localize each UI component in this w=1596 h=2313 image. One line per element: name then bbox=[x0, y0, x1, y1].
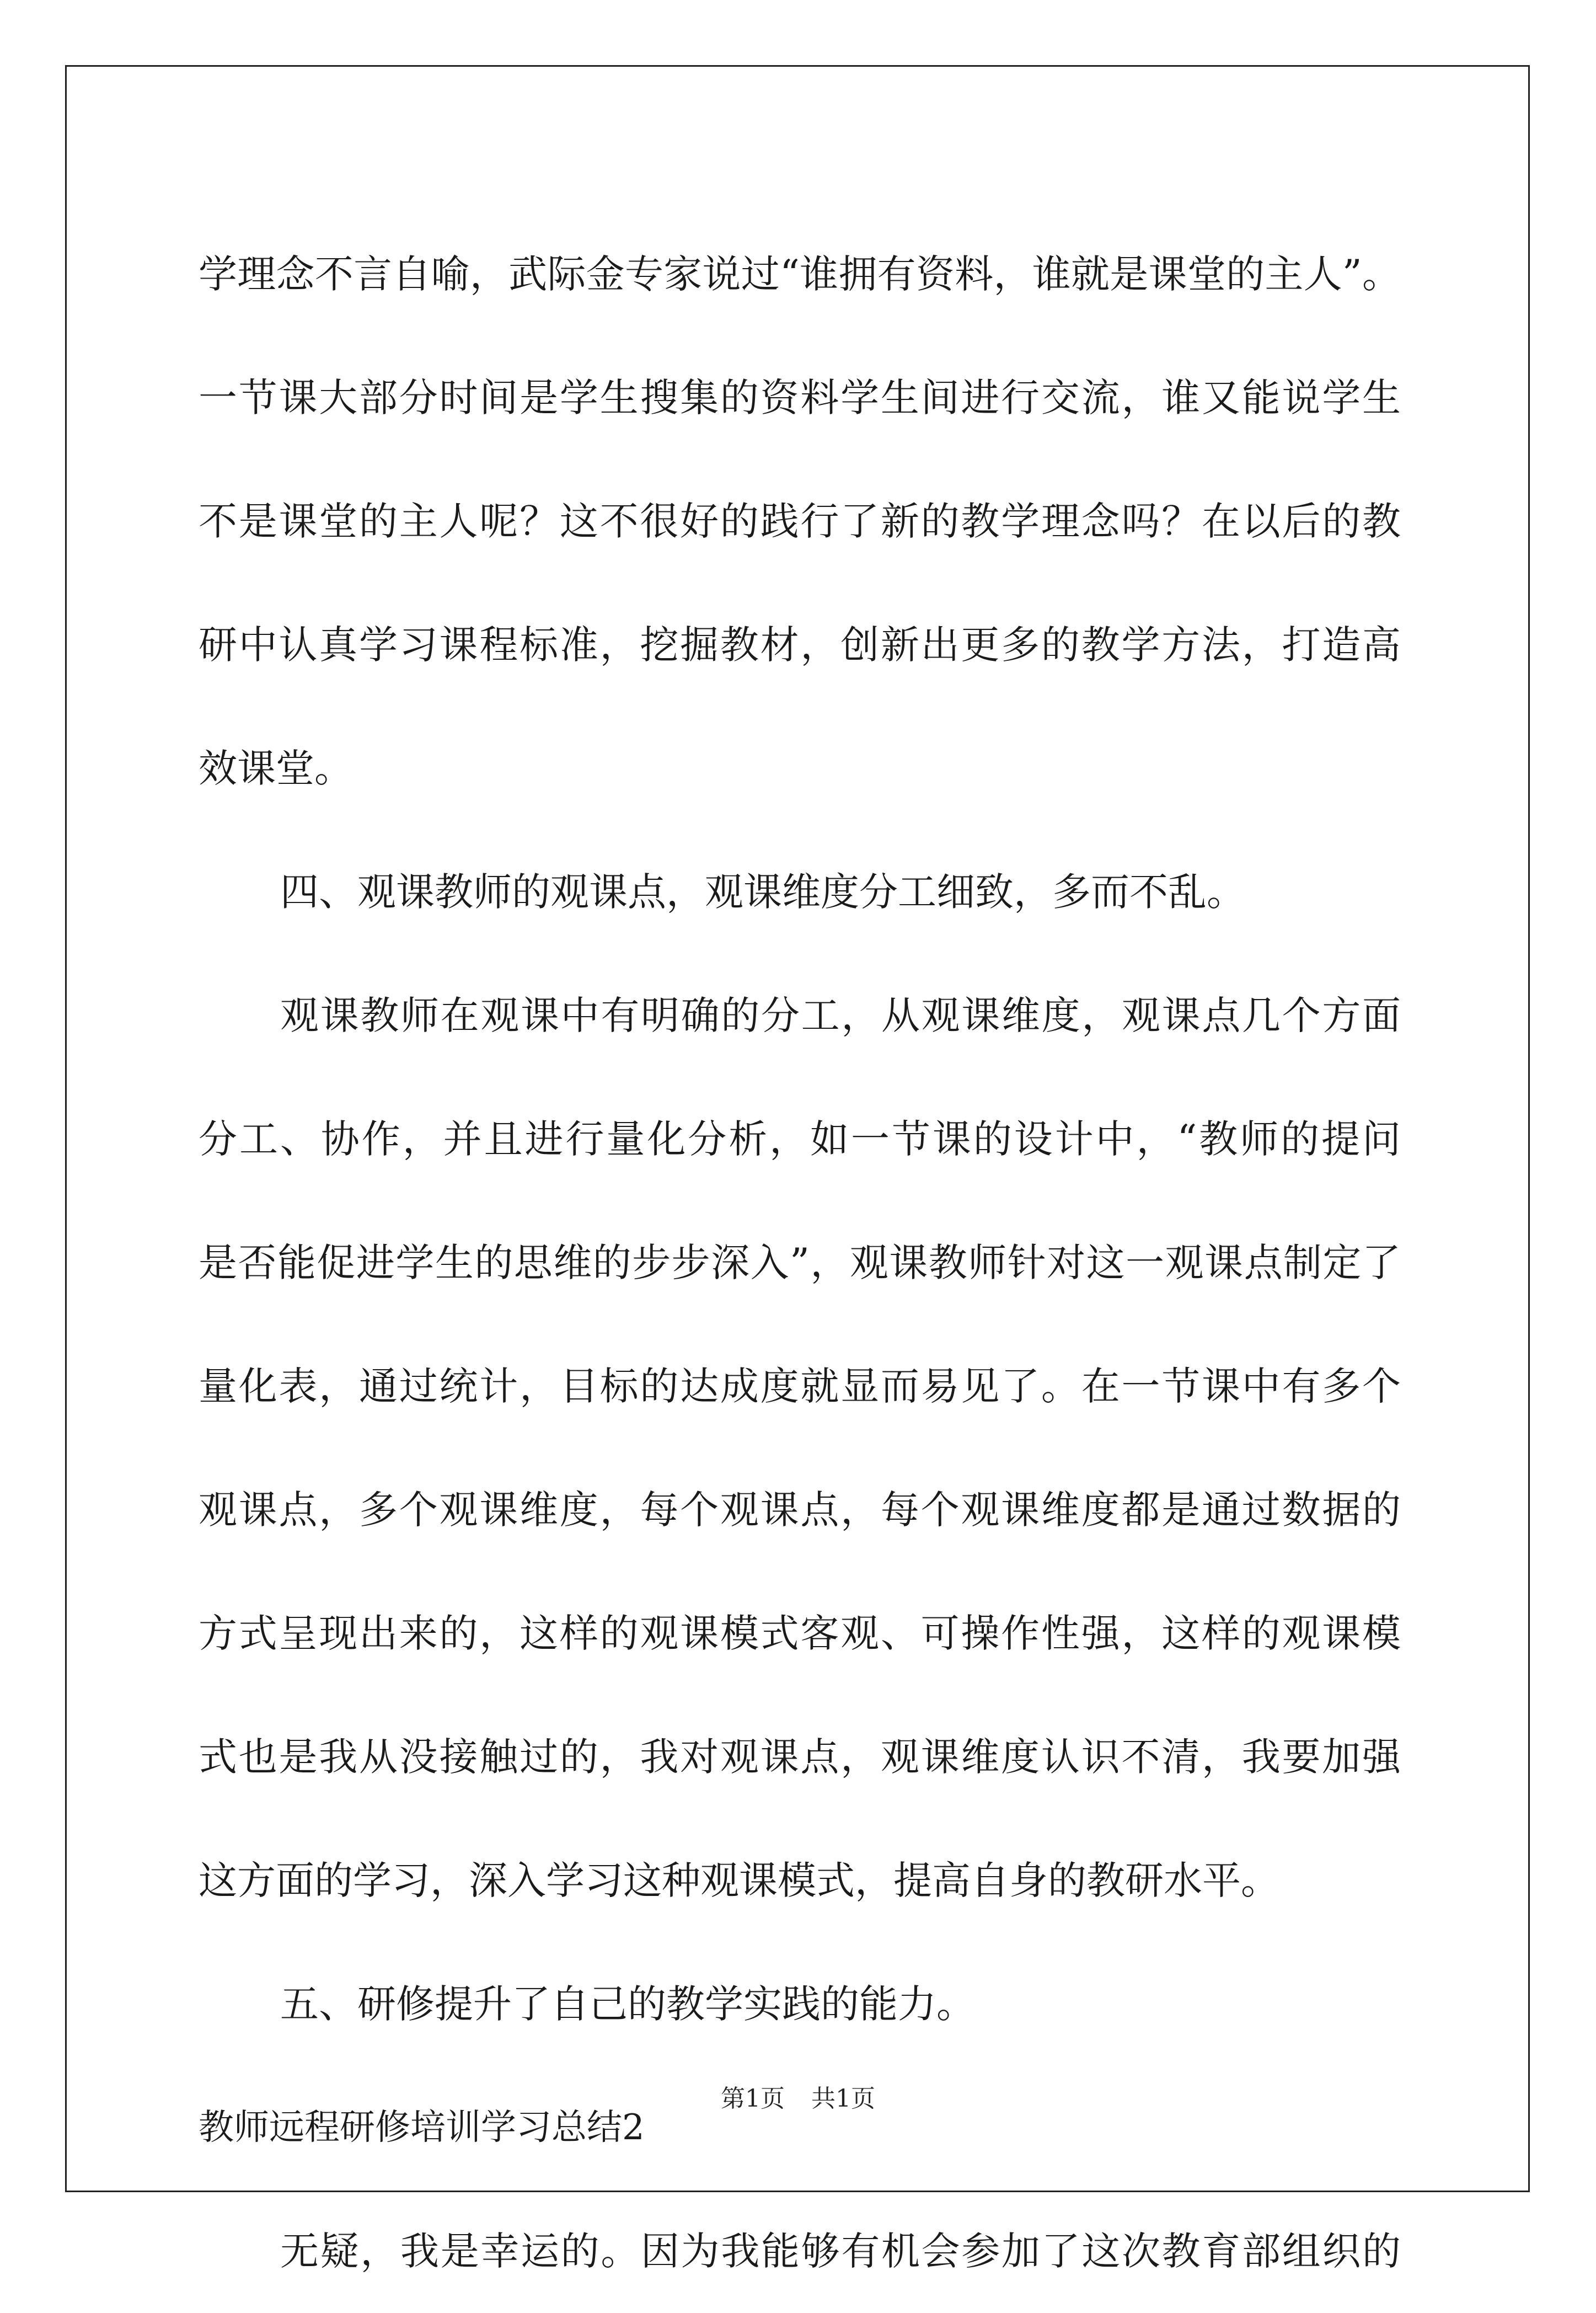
text-line: 式也是我从没接触过的，我对观课点，观课维度认识不清，我要加强 bbox=[199, 1734, 1401, 1780]
page-total: 共1页 bbox=[811, 2085, 875, 2113]
text-line: 观课教师在观课中有明确的分工，从观课维度，观课点几个方面 bbox=[280, 993, 1401, 1038]
section-heading: 五、研修提升了自己的教学实践的能力。 bbox=[280, 1981, 975, 2027]
text-line: 观课点，多个观课维度，每个观课点，每个观课维度都是通过数据的 bbox=[199, 1487, 1401, 1532]
text-line: 不是课堂的主人呢？这不很好的践行了新的教学理念吗？在以后的教 bbox=[199, 499, 1401, 544]
page-footer bbox=[0, 2079, 1596, 2114]
text-line: 量化表，通过统计，目标的达成度就显而易见了。在一节课中有多个 bbox=[199, 1364, 1401, 1409]
document-body bbox=[199, 212, 1401, 2313]
text-line: 一节课大部分时间是学生搜集的资料学生间进行交流，谁又能说学生 bbox=[199, 375, 1401, 420]
text-line: 研中认真学习课程标准，挖掘教材，创新出更多的教学方法，打造高 bbox=[199, 622, 1401, 667]
text-line: 效课堂。 bbox=[199, 746, 353, 791]
text-line: 这方面的学习，深入学习这种观课模式，提高自身的教研水平。 bbox=[199, 1858, 1279, 1903]
text-line: 是否能促进学生的思维的步步深入”，观课教师针对这一观课点制定了 bbox=[199, 1240, 1401, 1285]
text-line: 分工、协作，并且进行量化分析，如一节课的设计中，“教师的提问 bbox=[199, 1117, 1401, 1162]
text-line: 无疑，我是幸运的。因为我能够有机会参加了这次教育部组织的 bbox=[280, 2229, 1401, 2274]
document-title: 教师远程研修培训学习总结2 bbox=[199, 2107, 645, 2148]
text-line: 方式呈现出来的，这样的观课模式客观、可操作性强，这样的观课模 bbox=[199, 1611, 1401, 1656]
page-number: 第1页 bbox=[721, 2085, 785, 2113]
section-heading: 四、观课教师的观课点，观课维度分工细致，多而不乱。 bbox=[280, 869, 1245, 915]
text-line: 学理念不言自喻，武际金专家说过“谁拥有资料，谁就是课堂的主人”。 bbox=[199, 252, 1401, 297]
